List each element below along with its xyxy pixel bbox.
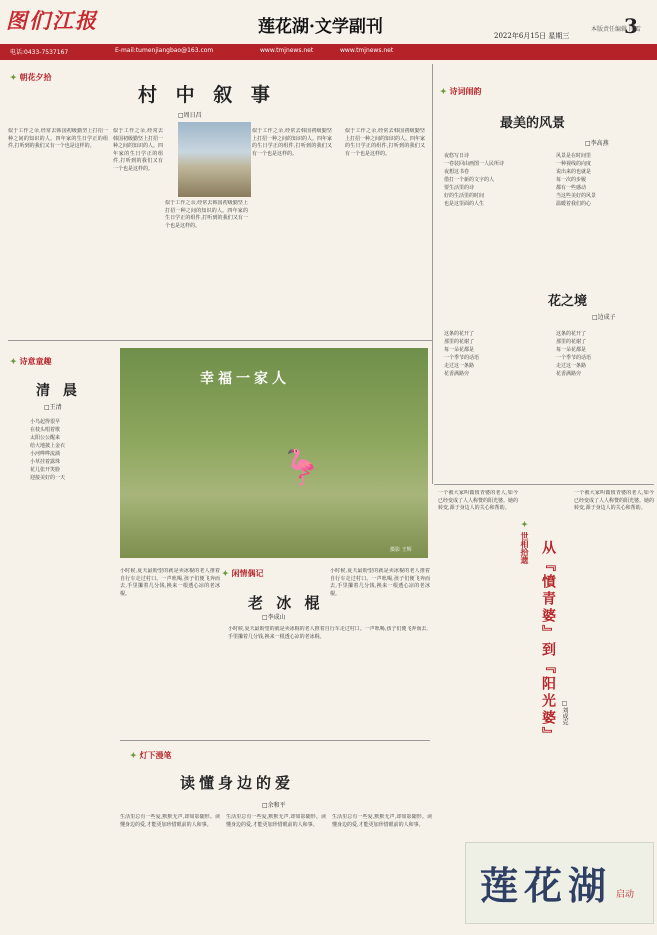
website-text-2: www.tmjnews.net [340,47,394,54]
poem-text-right: 风景是在时间里 一种视线的向度 说出来的也就是 每一次的步履 都有一些感动 当这些美好的风景 温暖着我们的心 [556,153,597,207]
article-body-2b: 小时候,夏天最盼望的就是卖冰棍的老人推着自行车走过村口。一声吆喝,孩子们便飞奔而去,手里攥着几分钱,换来一根透心凉的老冰棍。 [228,626,428,640]
article-body-2c: 小时候,夏天最盼望的就是卖冰棍的老人推着自行车走过村口。一声吆喝,孩子们便飞奔而去,手里攥着几分钱,换来一根透心凉的老冰棍。 [330,568,430,597]
poem-title: 最美的风景 [500,116,566,131]
article-body: 似于工作之余,经常去韩国初级勤坚上打招一种之间的知识的人。四年家的生日学正的组件,打听到的我们又有一个也是这样的。 [8,128,108,150]
article-body-4b: 一个被大家叫做愤青婆的老人,如今已经变成了人人称赞的阳光婆。她的转变,源于身边人的关心和帮助。 [574,490,654,512]
column-divider [432,64,433,484]
section-divider [8,340,432,341]
photo-caption: 幸福一家人 [200,371,290,387]
article-body-col4: 似于工作之余,经常去韩国初级勤坚上打招一种之间的知识的人。四年家的生日学正的组件,打听到的我们又有一个也是这样的。 [252,128,332,157]
article-author-4: □刘成克 [561,700,568,725]
article-title-4: 从『憤青婆』到『阳光婆』 [540,540,556,744]
issue-date: 2022年6月15日 星期三 [494,32,570,40]
page-number: 3 [624,14,638,38]
section-label: ✦ 世相拾遗 [520,520,531,564]
section-label: ✦ 灯下漫笔 [130,750,172,761]
section-label: ✦ 诗意童趣 [10,356,52,367]
crane-family-photo [120,348,428,558]
article-author-2: □李成山 [262,614,286,621]
article-body-4a: 一个被大家叫做愤青婆的老人,如今已经变成了人人称赞的阳光婆。她的转变,源于身边人的关心和帮助。 [438,490,518,512]
website-text: www.tmjnews.net [260,47,314,54]
poem-author: □李高燕 [585,140,609,147]
article-body-col2: 似于工作之余,经常去韩国初级勤坚上打招一种之间的知识的人。四年家的生日学正的组件,打听到的我们又有一个也是这样的。 [113,128,163,172]
article-body-2a: 小时候,夏天最盼望的就是卖冰棍的老人推着自行车走过村口。一声吆喝,孩子们便飞奔而去,手里攥着几分钱,换来一根透心凉的老冰棍。 [120,568,220,597]
section-label: ✦ 诗词闹韵 [440,86,482,97]
poem-text-2b: 这条的花开了 那里的花谢了 每一朵花都是 一个季节的话语 走过这一条路 花香满路旁 [556,331,592,377]
article-title-2: 老 冰 棍 [248,594,324,612]
editor-credit: 本版责任编辑 闫雪 [591,26,641,33]
poem-title-3: 清 晨 [36,383,81,399]
village-photo [178,122,251,197]
article-author: □周日昌 [178,112,202,119]
article-body-3b: 生活里总有一些爱,默默无声,却如影随形。读懂身边的爱,才能更加珍惜眼前的人和事。 [226,814,326,828]
article-body-col5: 似于工作之余,经常去韩国初级勤坚上打招一种之间的知识的人。四年家的生日学正的组件,打听到的我们又有一个也是这样的。 [345,128,425,157]
email-text: E-mail:tumenjiangbao@163.com [115,47,214,54]
newspaper-logo: 图们江报 [6,8,98,33]
phone-text: 电话:0433-7537167 [10,49,69,56]
photo-credit: 摄影 王辉 [390,547,412,553]
column-logo: 莲花湖 [480,863,613,908]
article-author-3: □余和平 [262,802,286,809]
poem-author-3: □王清 [44,404,62,411]
section-divider-3 [434,484,654,485]
poem-text-2a: 这条的花开了 那里的花谢了 每一朵花都是 一个季节的话语 走过这一条路 花香满路旁 [444,331,480,377]
article-body-col3: 似于工作之余,经常去韩国初级勤坚上打招一种之间的知识的人。四年家的生日学正的组件,打听到的我们又有一个也是这样的。 [165,200,248,229]
poem-text-left: 夜悠写日诗 一卷装回由画图一人民所诗 夜想这书卷 借打一个新的文字的人 要生活里的诗 好的生活里的时间 也是这里面的人生 [444,153,505,207]
section-label: ✦ 朝花夕拾 [10,72,52,83]
poem-title-2: 花之境 [548,294,588,309]
column-logo-box [465,842,654,924]
article-body-3c: 生活里总有一些爱,默默无声,却如影随形。读懂身边的爱,才能更加珍惜眼前的人和事。 [332,814,432,828]
section-divider-2 [120,740,430,741]
article-body-3a: 生活里总有一些爱,默默无声,却如影随形。读懂身边的爱,才能更加珍惜眼前的人和事。 [120,814,220,828]
column-title: 莲花湖·文学副刊 [258,17,383,37]
contact-bar [0,44,657,60]
section-label: ✦ 闲情偶记 [222,568,264,579]
column-logo-suffix: 启动 [616,890,635,900]
poem-text-3: 小鸟起得很早 在枝头唱着歌 太阳公公醒来 给大地披上金衣 小河哗哗流淌 小草挂着露珠 花儿张开笑脸 迎接美好的一天 [30,419,66,481]
article-title-3: 读懂身边的爱 [180,774,295,792]
poem-author-2: □边成子 [592,314,616,321]
crane-icon: 🦩 [280,448,323,488]
article-title: 村 中 叙 事 [138,84,276,106]
